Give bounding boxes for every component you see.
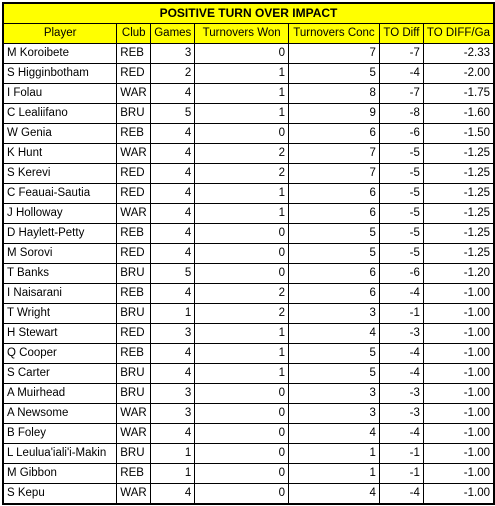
turnovers-conc-cell: 5 bbox=[289, 344, 380, 364]
turnovers-won-cell: 1 bbox=[195, 324, 289, 344]
games-cell: 4 bbox=[151, 204, 195, 224]
to-diff-per-game-cell: -1.60 bbox=[423, 104, 494, 124]
to-diff-per-game-cell: -1.50 bbox=[423, 124, 494, 144]
to-diff-cell: -6 bbox=[379, 264, 423, 284]
table-row bbox=[3, 404, 494, 424]
turnovers-won-cell: 1 bbox=[195, 184, 289, 204]
turnovers-won-cell: 0 bbox=[195, 124, 289, 144]
to-diff-per-game-cell: -1.00 bbox=[423, 464, 494, 484]
table-row bbox=[3, 304, 494, 324]
to-diff-per-game-cell: -1.20 bbox=[423, 264, 494, 284]
turnovers-won-cell: 1 bbox=[195, 104, 289, 124]
games-cell: 5 bbox=[151, 104, 195, 124]
column-header-club: Club bbox=[117, 24, 151, 44]
to-diff-per-game-cell: -2.00 bbox=[423, 64, 494, 84]
turnovers-won-cell: 0 bbox=[195, 424, 289, 444]
turnovers-conc-cell: 6 bbox=[289, 124, 380, 144]
club-cell: BRU bbox=[117, 264, 151, 284]
table-row bbox=[3, 144, 494, 164]
table-row bbox=[3, 64, 494, 84]
to-diff-per-game-cell: -2.33 bbox=[423, 44, 494, 64]
player-cell: M Koroibete bbox=[3, 44, 117, 64]
column-header-player: Player bbox=[3, 24, 117, 44]
player-cell: I Naisarani bbox=[3, 284, 117, 304]
turnovers-conc-cell: 3 bbox=[289, 304, 380, 324]
games-cell: 2 bbox=[151, 64, 195, 84]
table-row bbox=[3, 184, 494, 204]
player-cell: M Sorovi bbox=[3, 244, 117, 264]
turnovers-conc-cell: 7 bbox=[289, 44, 380, 64]
player-cell: C Feauai-Sautia bbox=[3, 184, 117, 204]
player-cell: C Lealiifano bbox=[3, 104, 117, 124]
table-row bbox=[3, 44, 494, 64]
table-row bbox=[3, 344, 494, 364]
to-diff-per-game-cell: -1.00 bbox=[423, 344, 494, 364]
games-cell: 1 bbox=[151, 464, 195, 484]
to-diff-cell: -4 bbox=[379, 424, 423, 444]
table-row bbox=[3, 244, 494, 264]
club-cell: REB bbox=[117, 284, 151, 304]
table-row bbox=[3, 204, 494, 224]
player-cell: A Newsome bbox=[3, 404, 117, 424]
to-diff-cell: -4 bbox=[379, 284, 423, 304]
turnovers-conc-cell: 6 bbox=[289, 264, 380, 284]
club-cell: WAR bbox=[117, 424, 151, 444]
games-cell: 4 bbox=[151, 484, 195, 505]
to-diff-per-game-cell: -1.00 bbox=[423, 444, 494, 464]
to-diff-per-game-cell: -1.25 bbox=[423, 204, 494, 224]
turnovers-won-cell: 0 bbox=[195, 384, 289, 404]
to-diff-cell: -5 bbox=[379, 244, 423, 264]
player-cell: T Wright bbox=[3, 304, 117, 324]
to-diff-cell: -4 bbox=[379, 484, 423, 505]
club-cell: WAR bbox=[117, 204, 151, 224]
player-cell: S Kerevi bbox=[3, 164, 117, 184]
games-cell: 3 bbox=[151, 324, 195, 344]
club-cell: RED bbox=[117, 184, 151, 204]
turnovers-won-cell: 1 bbox=[195, 64, 289, 84]
club-cell: REB bbox=[117, 344, 151, 364]
turnovers-won-cell: 0 bbox=[195, 44, 289, 64]
turnovers-conc-cell: 7 bbox=[289, 164, 380, 184]
player-cell: S Higginbotham bbox=[3, 64, 117, 84]
player-cell: Q Cooper bbox=[3, 344, 117, 364]
to-diff-cell: -5 bbox=[379, 224, 423, 244]
to-diff-cell: -7 bbox=[379, 84, 423, 104]
player-cell: S Kepu bbox=[3, 484, 117, 505]
turnovers-conc-cell: 6 bbox=[289, 204, 380, 224]
to-diff-cell: -5 bbox=[379, 184, 423, 204]
turnovers-conc-cell: 4 bbox=[289, 324, 380, 344]
games-cell: 4 bbox=[151, 184, 195, 204]
turnovers-conc-cell: 3 bbox=[289, 404, 380, 424]
player-cell: J Holloway bbox=[3, 204, 117, 224]
turnovers-conc-cell: 9 bbox=[289, 104, 380, 124]
turnovers-conc-cell: 5 bbox=[289, 224, 380, 244]
table-row bbox=[3, 264, 494, 284]
player-cell: H Stewart bbox=[3, 324, 117, 344]
to-diff-per-game-cell: -1.00 bbox=[423, 324, 494, 344]
games-cell: 4 bbox=[151, 144, 195, 164]
club-cell: BRU bbox=[117, 384, 151, 404]
games-cell: 4 bbox=[151, 224, 195, 244]
games-cell: 4 bbox=[151, 124, 195, 144]
table-row bbox=[3, 324, 494, 344]
table-row bbox=[3, 384, 494, 404]
turnovers-won-cell: 0 bbox=[195, 464, 289, 484]
club-cell: REB bbox=[117, 224, 151, 244]
table-row bbox=[3, 424, 494, 444]
club-cell: RED bbox=[117, 244, 151, 264]
to-diff-per-game-cell: -1.25 bbox=[423, 224, 494, 244]
to-diff-cell: -5 bbox=[379, 164, 423, 184]
turnover-impact-table bbox=[2, 2, 495, 505]
to-diff-cell: -1 bbox=[379, 304, 423, 324]
games-cell: 5 bbox=[151, 264, 195, 284]
table-row bbox=[3, 124, 494, 144]
turnovers-conc-cell: 6 bbox=[289, 184, 380, 204]
turnovers-won-cell: 2 bbox=[195, 304, 289, 324]
club-cell: BRU bbox=[117, 444, 151, 464]
player-cell: L Leulua'iali'i-Makin bbox=[3, 444, 117, 464]
player-cell: A Muirhead bbox=[3, 384, 117, 404]
column-header-games: Games bbox=[151, 24, 195, 44]
club-cell: REB bbox=[117, 464, 151, 484]
turnovers-won-cell: 1 bbox=[195, 364, 289, 384]
player-cell: K Hunt bbox=[3, 144, 117, 164]
table-row bbox=[3, 484, 494, 505]
to-diff-cell: -3 bbox=[379, 384, 423, 404]
table-row bbox=[3, 104, 494, 124]
to-diff-cell: -5 bbox=[379, 204, 423, 224]
club-cell: RED bbox=[117, 164, 151, 184]
turnovers-conc-cell: 7 bbox=[289, 144, 380, 164]
table-title: POSITIVE TURN OVER IMPACT bbox=[3, 3, 494, 24]
turnovers-conc-cell: 3 bbox=[289, 384, 380, 404]
games-cell: 4 bbox=[151, 284, 195, 304]
club-cell: BRU bbox=[117, 364, 151, 384]
games-cell: 3 bbox=[151, 44, 195, 64]
games-cell: 4 bbox=[151, 244, 195, 264]
turnovers-won-cell: 2 bbox=[195, 144, 289, 164]
games-cell: 4 bbox=[151, 84, 195, 104]
turnovers-conc-cell: 1 bbox=[289, 444, 380, 464]
player-cell: D Haylett-Petty bbox=[3, 224, 117, 244]
turnovers-won-cell: 1 bbox=[195, 84, 289, 104]
turnovers-conc-cell: 6 bbox=[289, 284, 380, 304]
turnovers-won-cell: 0 bbox=[195, 444, 289, 464]
to-diff-cell: -4 bbox=[379, 364, 423, 384]
to-diff-per-game-cell: -1.00 bbox=[423, 404, 494, 424]
turnovers-conc-cell: 1 bbox=[289, 464, 380, 484]
player-cell: S Carter bbox=[3, 364, 117, 384]
column-header-turnovers-conc: Turnovers Conc bbox=[289, 24, 380, 44]
club-cell: REB bbox=[117, 124, 151, 144]
to-diff-per-game-cell: -1.25 bbox=[423, 244, 494, 264]
to-diff-per-game-cell: -1.00 bbox=[423, 384, 494, 404]
turnovers-won-cell: 0 bbox=[195, 224, 289, 244]
to-diff-per-game-cell: -1.25 bbox=[423, 144, 494, 164]
to-diff-per-game-cell: -1.25 bbox=[423, 164, 494, 184]
to-diff-cell: -3 bbox=[379, 404, 423, 424]
turnovers-conc-cell: 4 bbox=[289, 484, 380, 505]
turnovers-won-cell: 0 bbox=[195, 404, 289, 424]
table-row bbox=[3, 464, 494, 484]
to-diff-per-game-cell: -1.25 bbox=[423, 184, 494, 204]
to-diff-per-game-cell: -1.00 bbox=[423, 284, 494, 304]
turnovers-won-cell: 1 bbox=[195, 204, 289, 224]
turnovers-won-cell: 1 bbox=[195, 344, 289, 364]
turnovers-conc-cell: 5 bbox=[289, 244, 380, 264]
to-diff-cell: -1 bbox=[379, 444, 423, 464]
turnovers-won-cell: 0 bbox=[195, 264, 289, 284]
turnovers-won-cell: 0 bbox=[195, 484, 289, 505]
to-diff-per-game-cell: -1.00 bbox=[423, 364, 494, 384]
turnovers-won-cell: 0 bbox=[195, 244, 289, 264]
club-cell: WAR bbox=[117, 144, 151, 164]
column-header-turnovers-won: Turnovers Won bbox=[195, 24, 289, 44]
turnovers-won-cell: 2 bbox=[195, 164, 289, 184]
games-cell: 4 bbox=[151, 164, 195, 184]
club-cell: RED bbox=[117, 64, 151, 84]
player-cell: M Gibbon bbox=[3, 464, 117, 484]
player-cell: T Banks bbox=[3, 264, 117, 284]
club-cell: WAR bbox=[117, 484, 151, 505]
to-diff-per-game-cell: -1.00 bbox=[423, 424, 494, 444]
games-cell: 3 bbox=[151, 404, 195, 424]
turnovers-won-cell: 2 bbox=[195, 284, 289, 304]
to-diff-per-game-cell: -1.75 bbox=[423, 84, 494, 104]
to-diff-cell: -5 bbox=[379, 144, 423, 164]
to-diff-cell: -7 bbox=[379, 44, 423, 64]
club-cell: WAR bbox=[117, 404, 151, 424]
to-diff-cell: -3 bbox=[379, 324, 423, 344]
club-cell: REB bbox=[117, 44, 151, 64]
to-diff-cell: -4 bbox=[379, 344, 423, 364]
games-cell: 4 bbox=[151, 364, 195, 384]
turnovers-conc-cell: 4 bbox=[289, 424, 380, 444]
club-cell: WAR bbox=[117, 84, 151, 104]
player-cell: B Foley bbox=[3, 424, 117, 444]
turnovers-conc-cell: 8 bbox=[289, 84, 380, 104]
column-header-to-diff-per-game: TO DIFF/Ga bbox=[423, 24, 494, 44]
table-row bbox=[3, 284, 494, 304]
club-cell: BRU bbox=[117, 104, 151, 124]
turnovers-conc-cell: 5 bbox=[289, 64, 380, 84]
turnovers-conc-cell: 5 bbox=[289, 364, 380, 384]
column-header-to-diff: TO Diff bbox=[379, 24, 423, 44]
to-diff-per-game-cell: -1.00 bbox=[423, 484, 494, 505]
table-row bbox=[3, 84, 494, 104]
club-cell: RED bbox=[117, 324, 151, 344]
games-cell: 1 bbox=[151, 444, 195, 464]
to-diff-cell: -6 bbox=[379, 124, 423, 144]
games-cell: 1 bbox=[151, 304, 195, 324]
table-row bbox=[3, 444, 494, 464]
games-cell: 4 bbox=[151, 424, 195, 444]
to-diff-per-game-cell: -1.00 bbox=[423, 304, 494, 324]
table-row bbox=[3, 164, 494, 184]
to-diff-cell: -8 bbox=[379, 104, 423, 124]
to-diff-cell: -1 bbox=[379, 464, 423, 484]
player-cell: I Folau bbox=[3, 84, 117, 104]
games-cell: 4 bbox=[151, 344, 195, 364]
table-row bbox=[3, 224, 494, 244]
games-cell: 3 bbox=[151, 384, 195, 404]
table-row bbox=[3, 364, 494, 384]
to-diff-cell: -4 bbox=[379, 64, 423, 84]
player-cell: W Genia bbox=[3, 124, 117, 144]
club-cell: BRU bbox=[117, 304, 151, 324]
